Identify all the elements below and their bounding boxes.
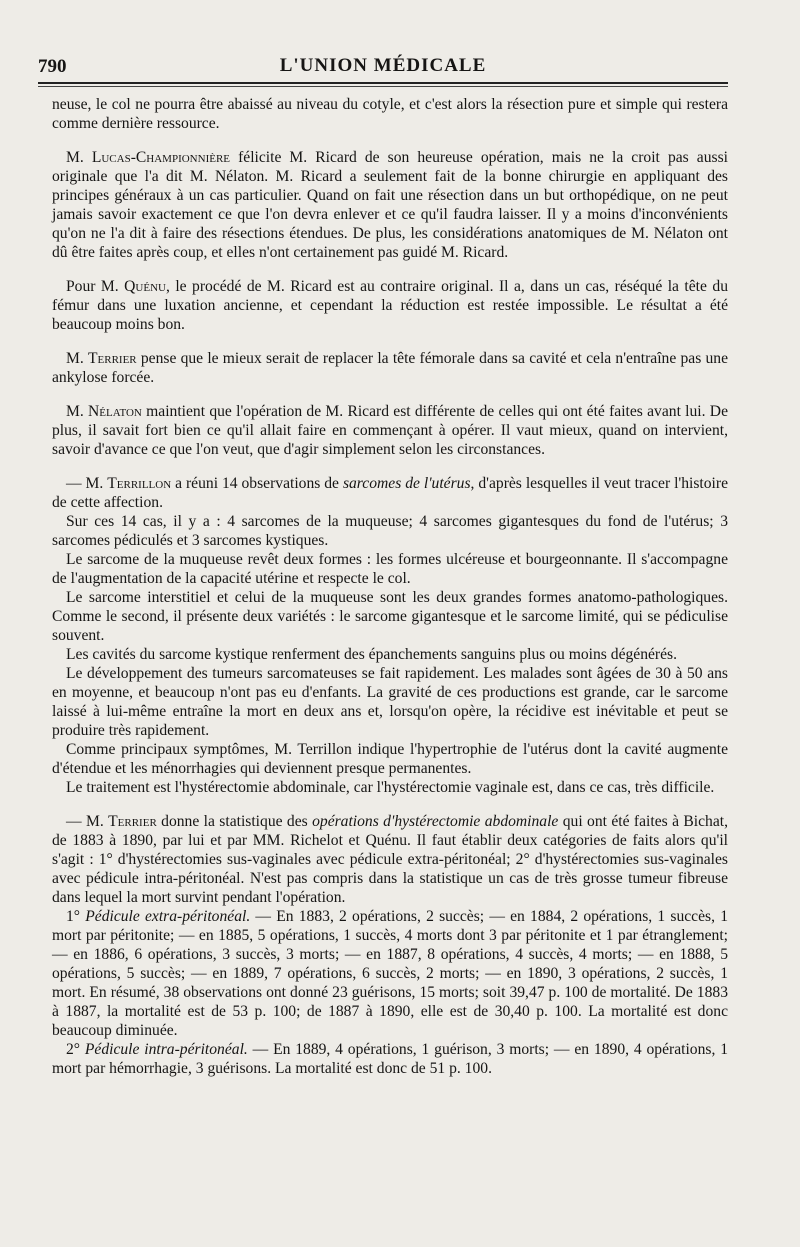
running-title: L'UNION MÉDICALE bbox=[279, 55, 487, 76]
speaker-name: Terrier bbox=[88, 350, 137, 367]
header-rule bbox=[38, 82, 728, 84]
speaker-name: Terrillon bbox=[107, 475, 172, 492]
article-body bbox=[52, 95, 728, 1078]
paragraph: M. Terrier pense que le mieux serait de replacer la tête fémorale dans sa cavité et cela n'entraîne pas une ankylose forcée. bbox=[52, 350, 728, 386]
paragraph: 1° Pédicule extra-péritonéal. — En 1883, 2 opérations, 2 succès; — en 1884, 2 opérations, 1 succès, 1 mort par péritonite; — en 1885, 5 opérations, 1 succès, 4 morts dont 3 par péritonite et 1 par étranglement; — en 1886, 6 opérations, 3 succès, 3 morts; — en 1887, 8 opérations, 4 succès, 4 morts; — en 1888, 5 opérations, 5 succès; — en 1889, 7 opérations, 6 succès, 2 morts; — en 1890, 3 opérations, 2 succès, 1 mort. En résumé, 38 observations ont donné 23 guérisons, 15 morts; soit 39,47 p. 100 de mortalité. De 1883 à 1887, la mortalité est de 53 p. 100; de 1887 à 1890, elle est de 30,40 p. 100. La mortalité est donc beaucoup diminuée. bbox=[52, 908, 728, 1039]
paragraph: M. Lucas-Championnière félicite M. Ricard de son heureuse opération, mais ne la croit pas aussi originale que l'a dit M. Nélaton. M. Ricard a seulement fait de la bonne chirurgie en appliquant des principes généraux à un cas particulier. Quand on fait une résection dans un but orthopédique, on ne peut jamais savoir exactement ce que l'on devra enlever et ce qu'il faudra laisser. Il y a moins d'inconvénients qu'on ne l'a dit à faire des résections étendues. De plus, les considérations anatomiques de M. Nélaton ont dû être faites après coup, et elles n'ont certainement pas guidé M. Ricard. bbox=[52, 149, 728, 261]
page-number: 790 bbox=[38, 56, 67, 77]
paragraph: Sur ces 14 cas, il y a : 4 sarcomes de la muqueuse; 4 sarcomes gigantesques du fond de l'utérus; 3 sarcomes pédiculés et 3 sarcomes kystiques. bbox=[52, 513, 728, 549]
paragraph: 2° Pédicule intra-péritonéal. — En 1889, 4 opérations, 1 guérison, 3 morts; — en 1890, 4 opérations, 1 mort par hémorrhagie, 3 guérisons. La mortalité est donc de 51 p. 100. bbox=[52, 1041, 728, 1077]
paragraph: M. Nélaton maintient que l'opération de M. Ricard est différente de celles qui ont été faites avant lui. De plus, il savait fort bien ce qu'il allait faire en commençant à opérer. Il vaut mieux, quand on intervient, savoir d'avance ce que l'on veut, que d'agir simplement selon les circonstances. bbox=[52, 403, 728, 458]
speaker-name: Terrier bbox=[108, 813, 157, 830]
speaker-name: Nélaton bbox=[88, 403, 142, 420]
paragraph: neuse, le col ne pourra être abaissé au niveau du cotyle, et c'est alors la résection pure et simple qui restera comme dernière ressource. bbox=[52, 96, 728, 132]
speaker-name: Lucas-Championnière bbox=[91, 149, 231, 166]
paragraph: Comme principaux symptômes, M. Terrillon indique l'hypertrophie de l'utérus dont la cavité augmente d'étendue et les ménorrhagies qui deviennent presque permanentes. bbox=[52, 741, 728, 777]
paragraph: Le traitement est l'hystérectomie abdominale, car l'hystérectomie vaginale est, dans ce cas, très difficile. bbox=[66, 779, 715, 796]
paragraph: Pour M. Quénu, le procédé de M. Ricard est au contraire original. Il a, dans un cas, réséqué la tête du fémur dans une luxation ancienne, et cependant la réduction est restée impossible. Le résultat a été beaucoup moins bon. bbox=[52, 278, 728, 333]
speaker-name: Quénu bbox=[124, 278, 166, 295]
paragraph: — M. Terrier donne la statistique des opérations d'hystérectomie abdominale qui ont été faites à Bichat, de 1883 à 1890, par lui et par MM. Richelot et Quénu. Il faut établir deux catégories de faits alors qu'il s'agit : 1° d'hystérectomies sus-vaginales avec pédicule extra-péritonéal; 2° d'hystérectomies sus-vaginales avec pédicule intra-péritonéal. N'est pas compris dans la statistique un cas de très grosse tumeur fibreuse dans lequel la mort survint pendant l'opération. bbox=[52, 813, 728, 906]
paragraph: Le développement des tumeurs sarcomateuses se fait rapidement. Les malades sont âgées de 30 à 50 ans en moyenne, et beaucoup n'ont pas eu d'enfants. La gravité de ces productions est grande, car le sarcome laissé à lui-même entraîne la mort en deux ans et, lorsqu'on opère, la récidive est inévitable et peut se produire très rapidement. bbox=[52, 665, 728, 739]
page-header bbox=[38, 52, 728, 82]
paragraph: Le sarcome de la muqueuse revêt deux formes : les formes ulcéreuse et bourgeonnante. Il s'accompagne de l'augmentation de la capacité utérine et respecte le col. bbox=[52, 551, 728, 587]
paragraph: Les cavités du sarcome kystique renferment des épanchements sanguins plus ou moins dégénérés. bbox=[66, 646, 678, 663]
paragraph: Le sarcome interstitiel et celui de la muqueuse sont les deux grandes formes anatomo-pathologiques. Comme le second, il présente deux variétés : le sarcome gigantesque et le sarcome limité, qui se pédiculise souvent. bbox=[52, 589, 728, 644]
header-rule-thin bbox=[38, 86, 728, 87]
paragraph: — M. Terrillon a réuni 14 observations de sarcomes de l'utérus, d'après lesquelles il veut tracer l'histoire de cette affection. bbox=[52, 475, 728, 511]
